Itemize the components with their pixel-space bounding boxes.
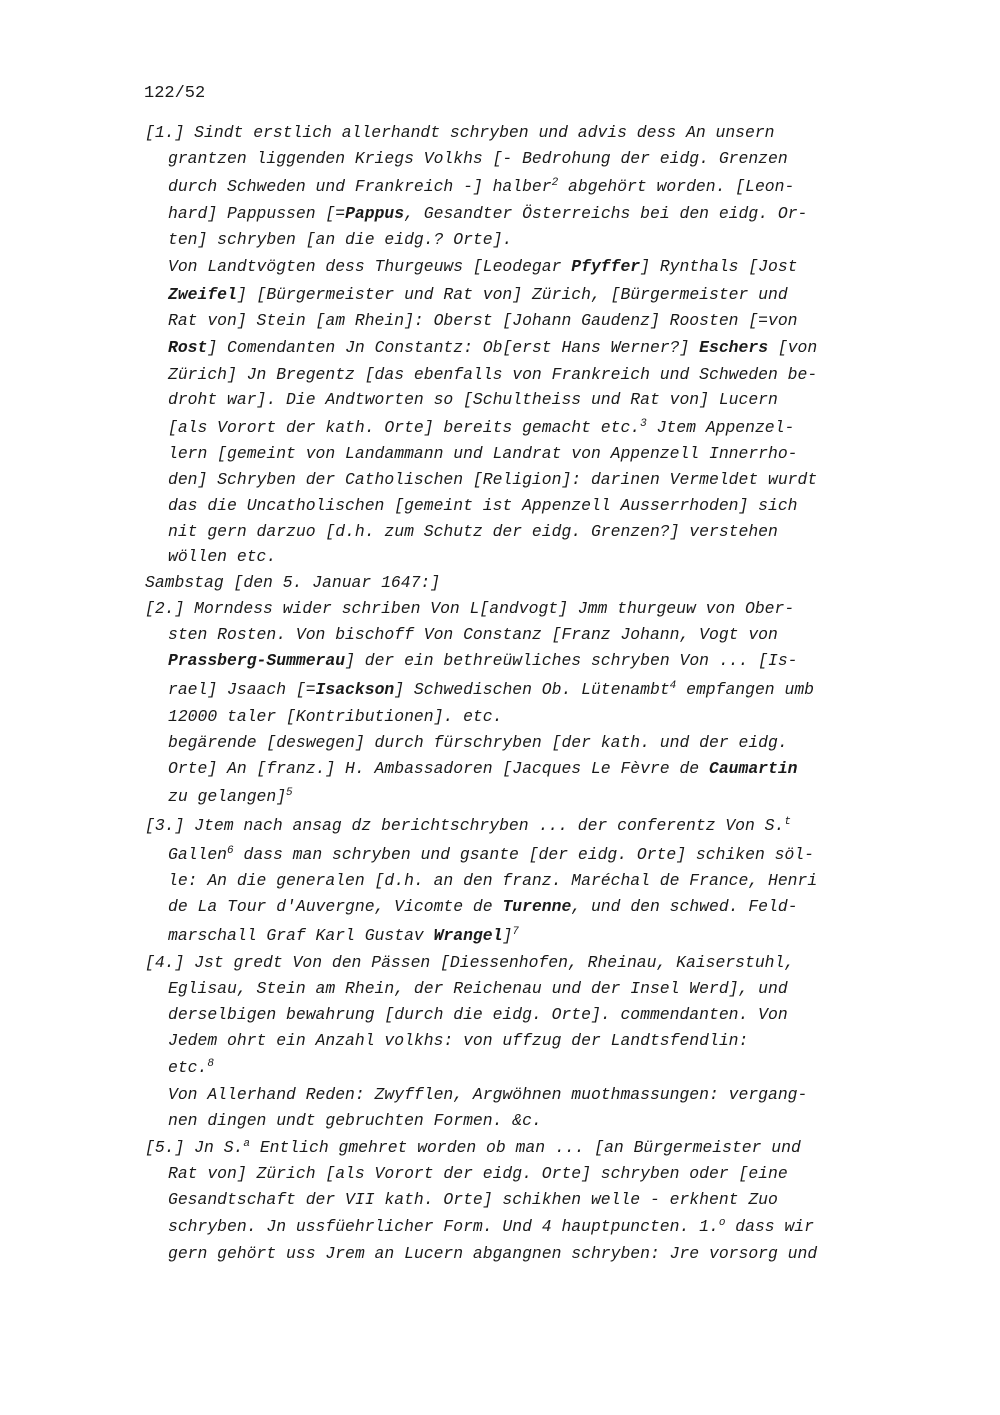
text-line [168,1217,814,1237]
text-segment: ] Schwedischen Ob. Lütenambt [394,680,670,699]
text-line [168,522,778,542]
text-segment: abgehört worden. [Leon- [558,177,795,196]
text-line [168,787,293,807]
text-line [168,845,814,865]
text-line [168,1164,788,1184]
text-segment: Zürich] Jn Bregentz [das ebenfalls von Frankreich und Schweden be- [168,365,818,384]
text-segment: Eglisau, Stein am Rhein, der Reichenau und der Insel Werd], und [168,979,788,998]
text-segment: Jedem ohrt ein Anzahl volkhs: von uffzug der Landtsfendlin: [168,1031,749,1050]
footnote-marker: 3 [640,418,647,430]
text-segment: empfangen umb [676,680,814,699]
text-line [145,1138,801,1158]
text-line [168,390,778,410]
text-segment: , und den schwed. Feld- [571,897,798,916]
bold-name: Prassberg-Summerau [168,651,346,670]
text-segment: ] [Bürgermeister und Rat von] Zürich, [Bürgermeister und [236,285,788,304]
text-segment: ten] schryben [an die eidg.? Orte]. [168,230,513,249]
text-line [168,1244,817,1264]
text-line [145,123,775,143]
text-segment: grantzen liggenden Kriegs Volkhs [- Bedrohung der eidg. Grenzen [168,149,788,168]
text-segment: wöllen etc. [168,547,277,566]
text-line [168,547,276,567]
text-segment: durch Schweden und Frankreich -] halber [168,177,552,196]
text-line [168,897,798,917]
text-segment: Von Landtvögten dess Thurgeuws [Leodegar [168,257,572,276]
text-line [168,204,807,224]
text-segment: Rat von] Zürich [als Vorort der eidg. Orte] schryben oder [eine [168,1164,788,1183]
text-line [168,365,817,385]
text-line [168,871,817,891]
text-segment: [als Vorort der kath. Orte] bereits gemacht etc. [168,418,641,437]
text-segment: [5.] Jn S. [145,1138,244,1157]
text-segment: [2.] Morndess wider schriben Von L[andvogt] Jmm thurgeuw von Ober- [145,599,795,618]
footnote-marker: 6 [227,845,234,857]
text-segment: nen dingen undt gebruchten Formen. &c. [168,1111,542,1130]
bold-name: Rost [168,338,208,357]
text-segment: [3.] Jtem nach ansag dz berichtschryben ... der conferentz Von S. [145,816,785,835]
text-line [168,651,798,671]
footnote-marker: 5 [286,787,293,799]
text-line [168,257,798,277]
footnote-marker: 4 [669,680,677,692]
text-line [168,680,814,700]
text-line [168,759,798,779]
text-segment: [4.] Jst gredt Von den Pässen [Diessenhofen, Rheinau, Kaiserstuhl, [145,953,795,972]
page-number: 122/52 [144,84,206,103]
text-segment: Orte] An [franz.] H. Ambassadoren [Jacques Le Fèvre de [168,759,709,778]
bold-name: Wrangel [433,926,503,945]
text-line [168,979,788,999]
footnote-marker: 8 [207,1058,214,1070]
text-line [168,444,798,464]
bold-name: Pfyffer [571,257,641,276]
text-segment: Gallen [168,845,228,864]
text-line [168,707,502,727]
footnote-marker: t [784,816,791,828]
text-segment: droht war]. Die Andtworten so [Schultheiss und Rat von] Lucern [168,390,778,409]
text-segment: Gesandtschaft der VII kath. Orte] schikhen welle - erkhent Zuo [168,1190,778,1209]
text-line [168,1190,778,1210]
text-segment: rael] Jsaach [= [168,680,316,699]
text-segment: 12000 taler [Kontributionen]. etc. [168,707,503,726]
bold-name: Isackson [315,680,395,699]
text-segment: ] der ein bethreüwliches schryben Von ... [Is- [345,651,798,670]
bold-name: Caumartin [708,759,798,778]
footnote-marker: a [243,1138,250,1150]
bold-name: Pappus [345,204,405,223]
text-segment: sten Rosten. Von bischoff Von Constanz [Franz Johann, Vogt von [168,625,778,644]
text-segment: dass wir [725,1217,814,1236]
text-line [145,953,794,973]
text-segment: ] Comendanten Jn Constantz: Ob[erst Hans Werner?] [207,338,700,357]
footnote-marker: 7 [512,926,519,938]
text-segment: begärende [deswegen] durch fürschryben [der kath. und der eidg. [168,733,788,752]
text-line [168,926,519,946]
text-line [168,338,817,358]
text-segment: lern [gemeint von Landammann und Landrat von Appenzell Innerrho- [168,444,798,463]
text-line [145,599,794,619]
text-line [145,816,791,836]
text-segment: den] Schryben der Catholischen [Religion]: darinen Vermeldet wurdt [168,470,818,489]
text-line [168,470,817,490]
text-segment: zu gelangen] [168,787,287,806]
text-line [168,177,794,197]
text-line [168,625,778,645]
bold-name: Zweifel [168,285,237,304]
footnote-marker: 2 [551,177,559,189]
text-segment: Sambstag [den 5. Januar 1647:] [145,573,441,592]
text-segment: ] Rynthals [Jost [640,257,798,276]
footnote-marker: o [718,1217,726,1229]
text-segment: [1.] Sindt erstlich allerhandt schryben und advis dess An unsern [145,123,775,142]
text-segment: gern gehört uss Jrem an Lucern abgangnen schryben: Jre vorsorg und [168,1244,818,1263]
text-segment: [von [768,338,818,357]
text-line [168,230,512,250]
text-line [145,573,440,593]
text-segment: das die Uncatholischen [gemeint ist Appenzell Ausserrhoden] sich [168,496,798,515]
text-line [168,1111,542,1131]
text-line [168,1005,788,1025]
text-segment: hard] Pappussen [= [168,204,346,223]
text-line [168,418,794,438]
text-line [168,496,798,516]
text-line [168,311,798,331]
text-line [168,1085,807,1105]
text-line [168,1058,214,1078]
text-segment: marschall Graf Karl Gustav [168,926,434,945]
text-segment: nit gern darzuo [d.h. zum Schutz der eidg. Grenzen?] verstehen [168,522,778,541]
text-segment: dass man schryben und gsante [der eidg. Orte] schiken söl- [233,845,814,864]
text-line [168,285,788,305]
text-segment: Rat von] Stein [am Rhein]: Oberst [Johann Gaudenz] Roosten [=von [168,311,798,330]
text-segment: Entlich gmehret worden ob man ... [an Bürgermeister und [249,1138,801,1157]
text-segment: , Gesandter Österreichs bei den eidg. Or- [404,204,808,223]
text-line [168,149,788,169]
text-segment: etc. [168,1058,208,1077]
text-segment: Jtem Appenzel- [646,418,795,437]
text-segment: de La Tour d'Auvergne, Vicomte de [168,897,503,916]
bold-name: Turenne [502,897,572,916]
text-segment: ] [502,926,513,945]
text-segment: Von Allerhand Reden: Zwyfflen, Argwöhnen muothmassungen: vergang- [168,1085,808,1104]
bold-name: Eschers [699,338,769,357]
text-segment: le: An die generalen [d.h. an den franz. Maréchal de France, Henri [168,871,818,890]
text-segment: schryben. Jn ussfüehrlicher Form. Und 4 hauptpuncten. 1. [168,1217,719,1236]
text-line [168,1031,748,1051]
text-segment: derselbigen bewahrung [durch die eidg. Orte]. commendanten. Von [168,1005,788,1024]
text-line [168,733,788,753]
